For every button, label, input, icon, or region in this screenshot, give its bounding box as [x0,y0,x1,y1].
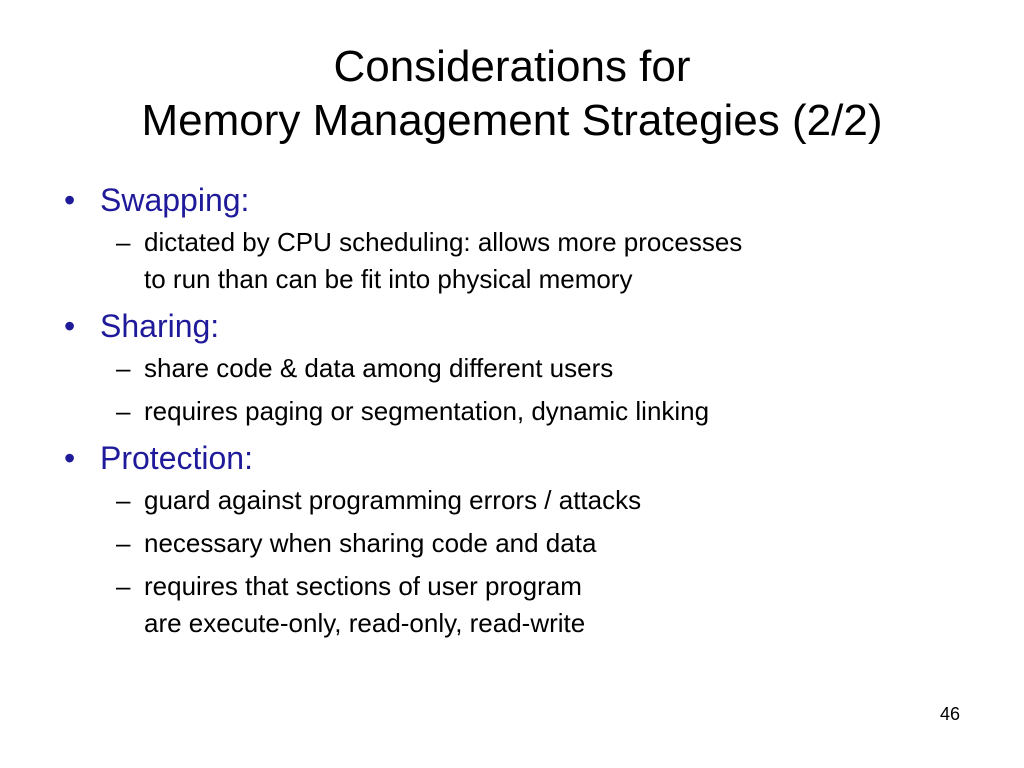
slide-body [58,180,978,642]
sub-bullet [116,393,978,430]
sub-bullet-text: necessary when sharing code and data [144,528,597,558]
sub-bullet-text: requires that sections of user program are execute-only, read-only, read-write [144,571,586,638]
bullet-glyph: • [64,440,76,476]
sub-bullet [116,350,978,387]
slide-title [0,40,1024,148]
bullet-swapping [58,180,978,220]
sub-bullet-text: share code & data among different users [144,353,614,383]
dash-glyph: – [116,353,131,383]
sub-bullet-text: dictated by CPU scheduling: allows more processes to run than can be fit into physical memory [144,227,743,294]
dash-glyph: – [116,528,131,558]
sub-bullet [116,525,978,562]
bullet-sharing [58,306,978,346]
dash-glyph: – [116,571,131,601]
sub-bullet [116,568,978,642]
sub-bullet [116,224,978,298]
sub-bullet-text: guard against programming errors / attacks [144,485,642,515]
bullet-heading: Protection: [100,440,253,476]
slide-title-line-2: Memory Management Strategies (2/2) [141,96,883,145]
dash-glyph: – [116,485,131,515]
dash-glyph: – [116,227,131,257]
bullet-protection [58,438,978,478]
sub-bullet [116,482,978,519]
bullet-heading: Sharing: [100,308,220,344]
bullet-heading: Swapping: [100,182,250,218]
bullet-glyph: • [64,182,76,218]
bullet-glyph: • [64,308,76,344]
slide-title-line-1: Considerations for [333,42,691,91]
dash-glyph: – [116,396,131,426]
page-number: 46 [939,704,960,724]
sub-bullet-text: requires paging or segmentation, dynamic linking [144,396,710,426]
